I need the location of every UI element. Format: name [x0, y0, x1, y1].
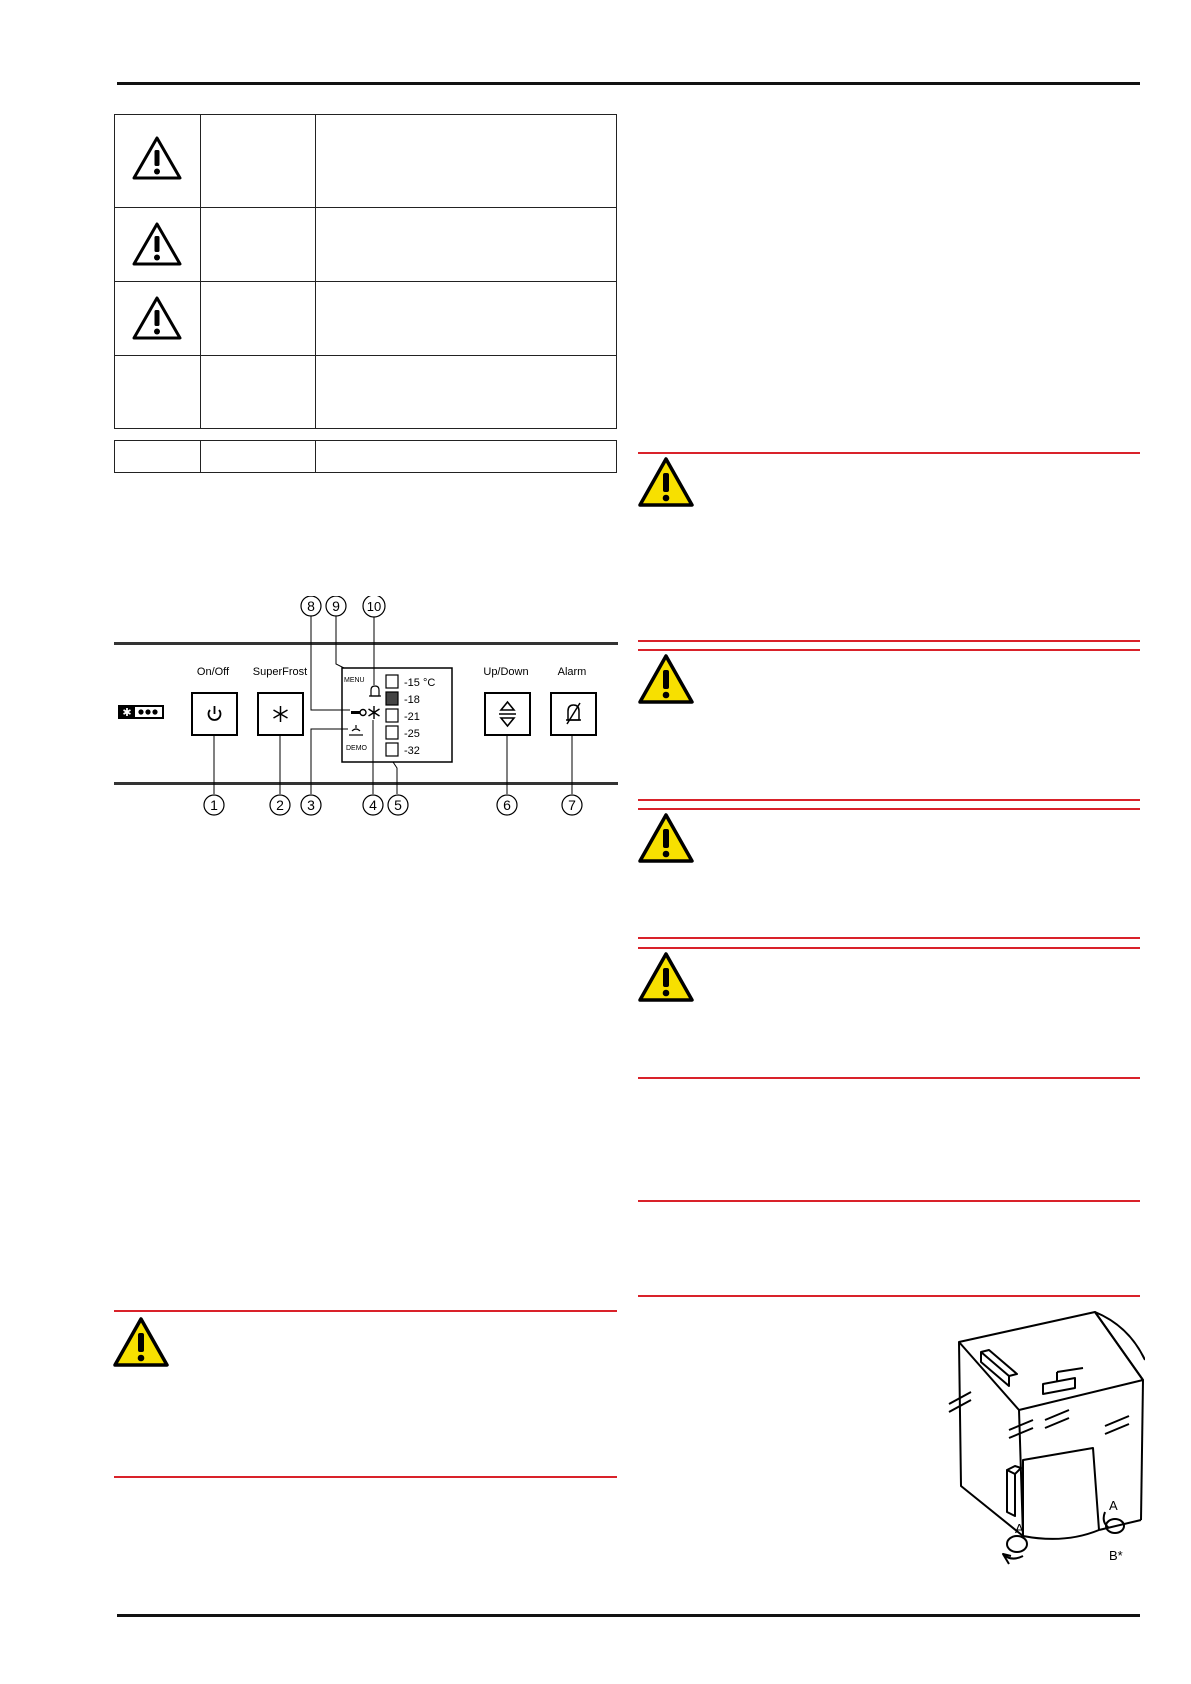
- top-rule: [117, 82, 1140, 85]
- symbol-table-row: [115, 208, 616, 282]
- callout-5: [388, 795, 408, 815]
- control-panel-diagram: [110, 596, 622, 832]
- svg-text:2: 2: [276, 797, 284, 813]
- callout-9: [326, 596, 346, 616]
- callout-1: [204, 795, 224, 815]
- callout-2: [270, 795, 290, 815]
- svg-text:5: 5: [394, 797, 402, 813]
- warning-rule: [638, 649, 1140, 651]
- temp-label: -15 °C: [404, 677, 436, 689]
- svg-text:8: 8: [307, 598, 315, 614]
- warning-rule: [638, 799, 1140, 801]
- onoff-label: On/Off: [196, 666, 230, 678]
- warning-rule: [638, 452, 1140, 454]
- updown-label: Up/Down: [483, 666, 529, 678]
- temp-label: -21: [404, 711, 420, 723]
- temp-label: -32: [404, 745, 420, 757]
- temperature-display: [342, 668, 452, 762]
- warning-yellow-icon: [637, 812, 695, 864]
- warning-triangle-icon: [131, 221, 183, 267]
- section-rule: [638, 1295, 1140, 1297]
- freezer-star-icon: [119, 706, 163, 719]
- warning-triangle-icon: [131, 295, 183, 341]
- svg-text:10: 10: [366, 599, 382, 614]
- label-a-left: A: [1015, 1521, 1024, 1536]
- temp-row: [386, 675, 435, 689]
- warning-yellow-icon: [637, 951, 695, 1003]
- svg-text:✱: ✱: [122, 707, 132, 719]
- label-a-right: A: [1109, 1498, 1118, 1513]
- warning-rule: [638, 640, 1140, 642]
- warning-rule: [638, 947, 1140, 949]
- warning-yellow-icon: [637, 653, 695, 705]
- callout-4: [363, 795, 383, 815]
- svg-text:7: 7: [568, 797, 576, 813]
- appliance-levelling-illustration: [945, 1300, 1145, 1590]
- warning-triangle-icon: [131, 135, 183, 181]
- callout-10: [363, 596, 385, 617]
- label-b: B*: [1109, 1548, 1123, 1563]
- symbol-table-row: [115, 115, 616, 208]
- alarm-button[interactable]: [551, 693, 596, 735]
- onoff-button[interactable]: [192, 693, 237, 735]
- warning-rule: [638, 808, 1140, 810]
- superfrost-button[interactable]: [258, 693, 303, 735]
- temp-label: -25: [404, 728, 420, 740]
- symbol-table-row: [115, 282, 616, 356]
- demo-label: DEMO: [346, 745, 367, 752]
- menu-label: MENU: [344, 677, 365, 684]
- callout-3: [301, 795, 321, 815]
- superfrost-label: SuperFrost: [252, 666, 308, 678]
- warning-rule: [114, 1310, 617, 1312]
- warning-yellow-icon: [637, 456, 695, 508]
- svg-text:4: 4: [369, 797, 377, 813]
- symbol-table: [114, 114, 617, 429]
- callout-8: [301, 596, 321, 616]
- section-rule: [638, 1200, 1140, 1202]
- svg-text:6: 6: [503, 797, 511, 813]
- svg-text:9: 9: [332, 598, 340, 614]
- svg-text:1: 1: [210, 797, 218, 813]
- callout-6: [497, 795, 517, 815]
- warning-rule: [114, 1476, 617, 1478]
- temp-label: -18: [404, 694, 420, 706]
- warning-rule: [638, 1077, 1140, 1079]
- svg-text:3: 3: [307, 797, 315, 813]
- symbol-table-row: [115, 356, 616, 430]
- updown-button[interactable]: [485, 693, 530, 735]
- warning-yellow-icon: [112, 1316, 170, 1368]
- symbol-table-single-row: [114, 440, 617, 473]
- alarm-label: Alarm: [557, 666, 587, 678]
- warning-rule: [638, 937, 1140, 939]
- callout-7: [562, 795, 582, 815]
- bottom-rule: [117, 1614, 1140, 1617]
